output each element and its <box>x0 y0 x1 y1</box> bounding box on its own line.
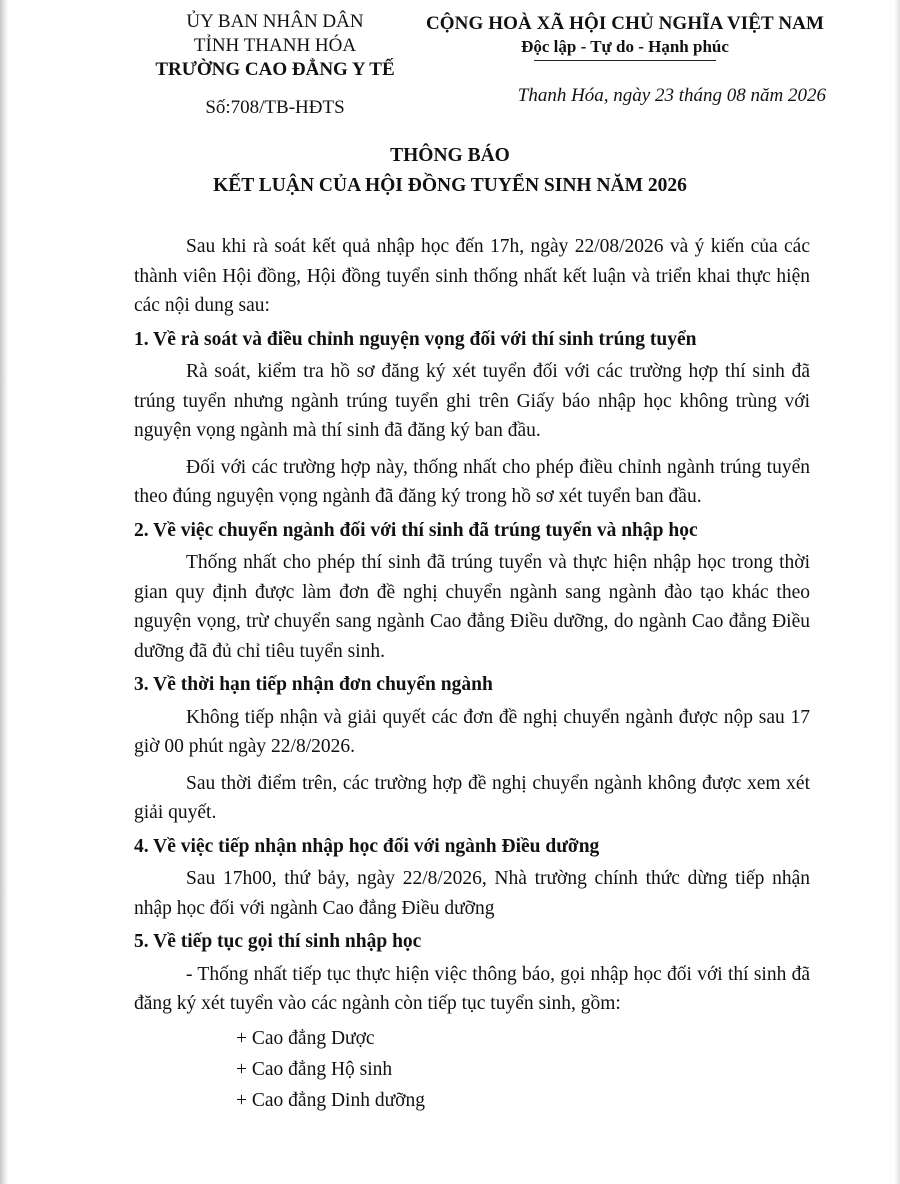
section-4-heading: 4. Về việc tiếp nhận nhập học đối với ngành Điều dưỡng <box>134 835 600 857</box>
list-item: + Cao đẳng Dược <box>236 1027 375 1049</box>
document-title <box>0 141 900 201</box>
program-list <box>236 1023 810 1116</box>
list-item: + Cao đẳng Dinh dưỡng <box>236 1089 425 1111</box>
list-item: + Cao đẳng Hộ sinh <box>236 1058 393 1080</box>
section-5-heading: 5. Về tiếp tục gọi thí sinh nhập học <box>134 931 422 952</box>
section-3-paragraph-2: Sau thời điểm trên, các trường hợp đề nghị chuyển ngành không được xem xét giải quyết. <box>134 772 810 823</box>
section-5-paragraph-1: - Thống nhất tiếp tục thực hiện việc thông báo, gọi nhập học đối với thí sinh đã đăng ký xét tuyển vào các ngành còn tiếp tục tuyển sinh, gồm: <box>134 963 810 1014</box>
national-title: CỘNG HOÀ XÃ HỘI CHỦ NGHĨA VIỆT NAM <box>425 13 825 34</box>
national-motto: Độc lập - Tự do - Hạnh phúc <box>521 37 729 56</box>
section-3-heading: 3. Về thời hạn tiếp nhận đơn chuyển ngành <box>134 674 493 695</box>
section-3-paragraph-1: Không tiếp nhận và giải quyết các đơn đề nghị chuyển ngành được nộp sau 17 giờ 00 phút ngày 22/8/2026. <box>134 706 810 757</box>
title-line-2: KẾT LUẬN CỦA HỘI ĐỒNG TUYỂN SINH NĂM 2026 <box>213 175 687 196</box>
section-1-heading: 1. Về rà soát và điều chỉnh nguyện vọng đối với thí sinh trúng tuyển <box>134 328 697 350</box>
section-2-heading: 2. Về việc chuyển ngành đối với thí sinh đã trúng tuyển và nhập học <box>134 519 698 541</box>
issuer-block <box>140 10 410 120</box>
issuer-school-name: TRƯỜNG CAO ĐẲNG Y TẾ <box>155 59 395 80</box>
section-1-paragraph-1: Rà soát, kiểm tra hồ sơ đăng ký xét tuyển đối với các trường hợp thí sinh đã trúng tuyển nhưng ngành trúng tuyển ghi trên Giấy báo nhập học không trùng với nguyện vọng ngành mà thí sinh đã đăng ký ban đầu. <box>134 361 810 441</box>
intro-paragraph: Sau khi rà soát kết quả nhập học đến 17h, ngày 22/08/2026 và ý kiến của các thành viên Hội đồng, Hội đồng tuyển sinh thống nhất kết luận và triển khai thực hiện các nội dung sau: <box>134 236 810 316</box>
motto-underline <box>534 60 716 61</box>
issuer-line-1: ỦY BAN NHÂN DÂN <box>186 11 364 32</box>
section-1-paragraph-2: Đối với các trường hợp này, thống nhất cho phép điều chỉnh ngành trúng tuyển theo đúng nguyện vọng ngành đã đăng ký trong hồ sơ xét tuyển ban đầu. <box>134 456 810 507</box>
section-2-paragraph-1: Thống nhất cho phép thí sinh đã trúng tuyển và thực hiện nhập học trong thời gian quy định được làm đơn đề nghị chuyển ngành sang ngành đào tạo khác theo nguyện vọng, trừ chuyển sang ngành Cao đẳng Điều dưỡng, do ngành Cao đẳng Điều dưỡng đã đủ chỉ tiêu tuyển sinh. <box>134 552 810 662</box>
national-header <box>416 12 834 108</box>
document-number: Số:708/TB-HĐTS <box>205 97 345 118</box>
document-date: Thanh Hóa, ngày 23 tháng 08 năm 2026 <box>517 85 826 106</box>
document-body <box>134 232 810 1116</box>
section-4-paragraph-1: Sau 17h00, thứ bảy, ngày 22/8/2026, Nhà trường chính thức dừng tiếp nhận nhập học đối với ngành Cao đẳng Điều dưỡng <box>134 868 810 919</box>
title-line-1: THÔNG BÁO <box>390 145 510 166</box>
issuer-line-2: TỈNH THANH HÓA <box>193 35 357 56</box>
